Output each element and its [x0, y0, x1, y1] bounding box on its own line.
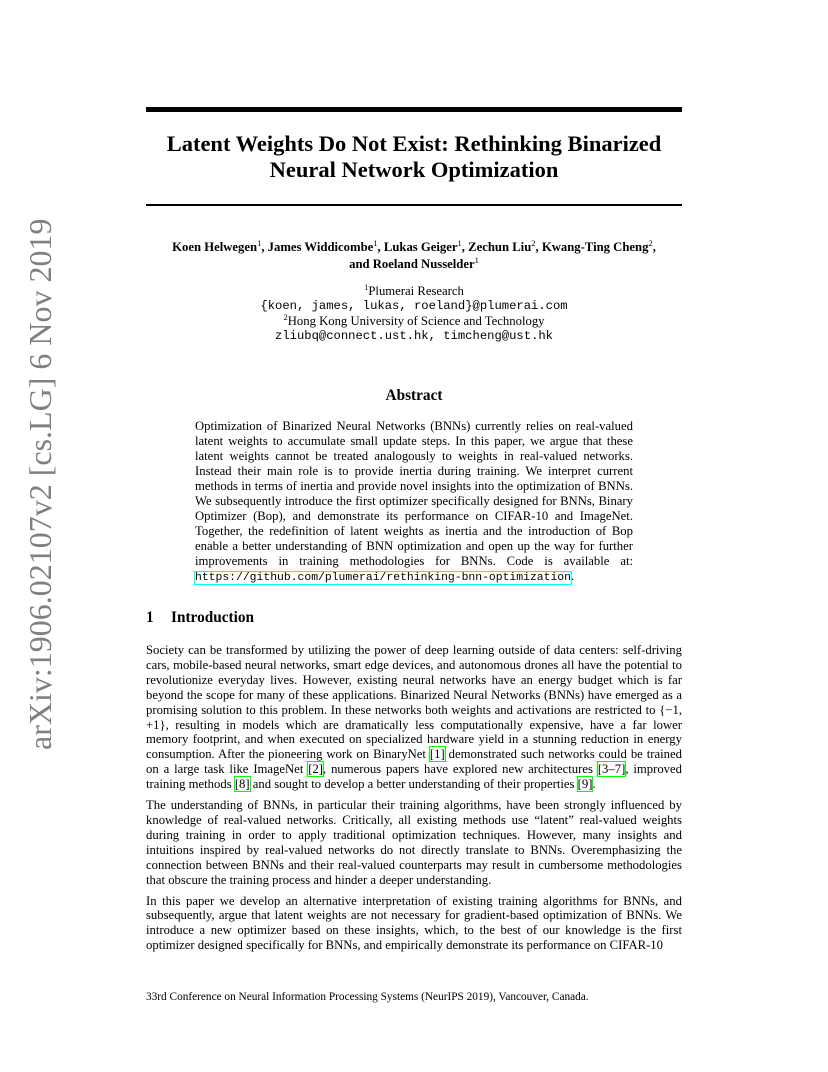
- affiliation-2: $^2$Hong Kong University of Science and Technology: [283, 312, 545, 328]
- citation-link[interactable]: [2]: [308, 762, 324, 777]
- abstract-body: Optimization of Binarized Neural Networks (BNNs) currently relies on real-valued latent weights to accumulate small update steps. In this paper, we argue that these latent weights cannot be treated analogously to weights in real-valued networks. Instead their main role is to provide inertia during training. We interpret current methods in terms of inertia and provide novel insights into the optimization of BNNs. We subsequently introduce the first optimizer specifically designed for BNNs, Binary Optimizer (Bop), and demonstrate its performance on CIFAR-10 and ImageNet. Together, the redefinition of latent weights as inertia and the introduction of Bop enable a better understanding of BNN optimization and open up the way for further improvements in training methodologies for BNNs. Code is available at: https://github.com/plumerai/rethinking-bnn-optimization.: [195, 419, 633, 584]
- author-name: and Roeland Nusselder: [349, 257, 475, 271]
- arxiv-sidebar-stamp: arXiv:1906.02107v2 [cs.LG] 6 Nov 2019: [22, 218, 58, 750]
- author-list: [146, 239, 682, 273]
- author-name: Kwang-Ting Cheng: [541, 240, 649, 254]
- title-line-1: Latent Weights Do Not Exist: Rethinking Binarized: [166, 131, 662, 156]
- author-name: Lukas Geiger: [383, 240, 458, 254]
- author-line-1: Koen Helwegen$^1$, James Widdicombe$^1$, Lukas Geiger$^1$, Zechun Liu$^2$, Kwang-Ting Cheng$^2$,: [172, 238, 656, 254]
- intro-paragraph-2: The understanding of BNNs, in particular their training algorithms, have been strongly influenced by knowledge of real-valued networks. Critically, all existing methods use “latent” real-valued weights during training in order to apply traditional optimization techniques. However, many insights and intuitions inspired by real-valued networks do not directly translate to BNNs. Overemphasizing the connection between BNNs and their real-valued counterparts may result in cumbersome methodologies that obscure the training process and hinder a deeper understanding.: [146, 798, 682, 887]
- paper-title: [146, 131, 682, 183]
- author-affil-mark: 1: [474, 255, 479, 265]
- abstract-heading: Abstract: [385, 387, 443, 404]
- author-affil-mark: 1: [457, 238, 462, 248]
- author-name: Koen Helwegen: [172, 240, 258, 254]
- author-name: Zechun Liu: [468, 240, 532, 254]
- author-name: James Widdicombe: [267, 240, 374, 254]
- affiliations: [146, 284, 682, 344]
- section-heading-introduction: [146, 609, 254, 627]
- intro-paragraph-3: In this paper we develop an alternative interpretation of existing training algorithms for BNNs, and subsequently, argue that latent weights are not necessary for gradient-based optimization of BNNs. We introduce a new optimizer based on these insights, which, to the best of our knowledge is the first optimizer designed specifically for BNNs, and empirically demonstrate its performance on CIFAR-10: [146, 893, 682, 953]
- citation-link[interactable]: [3–7]: [597, 762, 626, 777]
- affiliation-1: $^1$Plumerai Research: [364, 282, 464, 298]
- author-affil-mark: 2: [531, 238, 536, 248]
- title-top-rule: [146, 107, 682, 112]
- title-line-2: Neural Network Optimization: [269, 157, 559, 182]
- author-affil-mark: 1: [373, 238, 378, 248]
- section-number: 1: [146, 609, 154, 626]
- citation-link[interactable]: [9]: [577, 777, 593, 792]
- author-affil-mark: 1: [257, 238, 262, 248]
- affiliation-1-email: {koen, james, lukas, roeland}@plumerai.com: [260, 299, 568, 313]
- title-bottom-rule: [146, 204, 682, 206]
- introduction-body: [146, 643, 682, 959]
- citation-link[interactable]: [8]: [234, 777, 250, 792]
- code-link[interactable]: https://github.com/plumerai/rethinking-bnn-optimization: [195, 572, 571, 584]
- author-line-2: [146, 256, 682, 273]
- affiliation-2-email: zliubq@connect.ust.hk, timcheng@ust.hk: [275, 329, 553, 343]
- intro-paragraph-1: Society can be transformed by utilizing the power of deep learning outside of data centers: self-driving cars, mobile-based neural networks, smart edge devices, and autonomous drones all have the potential to revolutionize everyday lives. However, existing neural networks have an energy budget which is far beyond the scope for many of these applications. Binarized Neural Networks (BNNs) have emerged as a promising solution to this problem. In these networks both weights and activations are restricted to {−1, +1}, resulting in models which are dramatically less computationally expensive, have a far lower memory footprint, and when executed on specialized hardware yield in a stunning reduction in energy consumption. After the pioneering work on BinaryNet [1] demonstrated such networks could be trained on a large task like ImageNet [2], numerous papers have explored new architectures [3–7], improved training methods [8] and sought to develop a better understanding of their properties [9].: [146, 643, 682, 792]
- conference-footnote: 33rd Conference on Neural Information Processing Systems (NeurIPS 2019), Vancouver, Canada.: [146, 991, 589, 1003]
- citation-link[interactable]: [1]: [429, 747, 445, 762]
- author-affil-mark: 2: [648, 238, 653, 248]
- section-title: Introduction: [171, 609, 255, 626]
